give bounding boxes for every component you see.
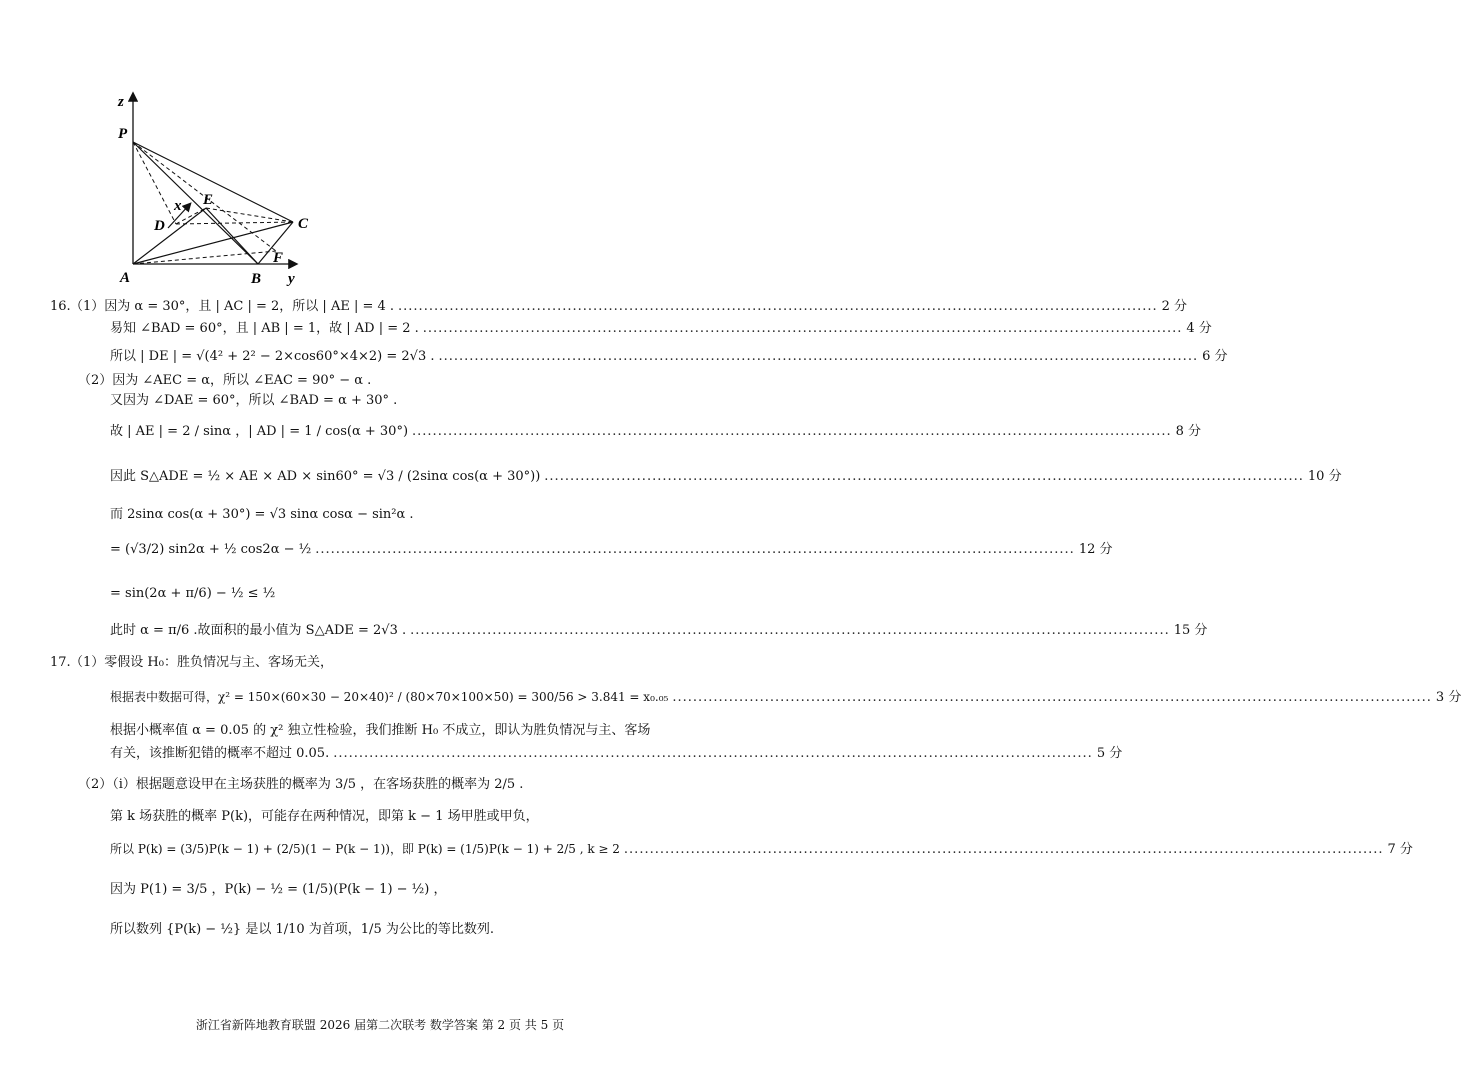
q17-part2-line4: 因为 P(1) = 3/5 ，P(k) − ½ = (1/5)(P(k − 1) − ½) ， xyxy=(110,882,447,897)
label-P: P xyxy=(118,126,128,142)
q17-part1-line1: （1）零假设 H₀：胜负情况与主、客场无关， xyxy=(70,655,333,670)
q16-part1-line2 xyxy=(110,320,1212,338)
q16-part2-line5: 而 2sinα cos(α + 30°) = √3 sinα cosα − sin²α . xyxy=(110,507,414,522)
q17-part1-line3: 根据小概率值 α = 0.05 的 χ² 独立性检验，我们推断 H₀ 不成立，即认为胜负情况与主、客场 xyxy=(110,723,651,738)
q16-p2-l3-text: 故 | AE | = 2 / sinα ，| AD | = 1 / cos(α + 30°) xyxy=(110,424,409,439)
q16-part1-line3 xyxy=(110,348,1228,366)
label-D: D xyxy=(154,218,165,234)
q16-number: 16. xyxy=(50,299,71,314)
q16-part2-line2: 又因为 ∠DAE = 60°，所以 ∠BAD = α + 30° . xyxy=(110,393,398,408)
q17-part2-line5: 所以数列 {P(k) − ½} 是以 1/10 为首项，1/5 为公比的等比数列. xyxy=(110,922,494,937)
label-B: B xyxy=(251,271,262,287)
label-y: y xyxy=(288,271,295,287)
q17-part1-line2 xyxy=(110,688,1461,707)
leader-dots: .................................................................................................................................................... xyxy=(315,542,1075,557)
q17-part2-line2: 第 k 场获胜的概率 P(k)，可能存在两种情况，即第 k − 1 场甲胜或甲负， xyxy=(110,809,539,824)
q16-p1-l3-text: 所以 | DE | = √(4² + 2² − 2×cos60°×4×2) = 2√3 . xyxy=(110,349,435,364)
q16-p2-l6-text: = (√3/2) sin2α + ½ cos2α − ½ xyxy=(110,542,312,557)
q16-p2-l4-text: 因此 S△ADE = ½ × AE × AD × sin60° = √3 / (2sinα cos(α + 30°)) xyxy=(110,469,541,484)
q17-part2-line1: （2）（i）根据题意设甲在主场获胜的概率为 3/5 ，在客场获胜的概率为 2/5 . xyxy=(78,777,524,792)
score-15: 15 分 xyxy=(1173,623,1208,638)
q17-part2-line3 xyxy=(110,840,1413,859)
q17-part1-line4 xyxy=(110,745,1123,763)
q16-p1-l1-text: （1）因为 α = 30°，且 | AC | = 2，所以 | AE | = 4 . xyxy=(70,299,395,314)
score-2: 2 分 xyxy=(1161,299,1188,314)
score-3: 3 分 xyxy=(1435,690,1461,705)
score-6: 6 分 xyxy=(1202,349,1228,364)
label-C: C xyxy=(298,216,309,232)
q16-part2-line6 xyxy=(110,541,1113,559)
q17-number: 17. xyxy=(50,655,71,670)
label-F: F xyxy=(273,250,284,266)
q17-p1-l2-text: 根据表中数据可得，χ² = 150×(60×30 − 20×40)² / (80×70×100×50) = 300/56 > 3.841 = x₀.₀₅ xyxy=(110,690,669,704)
q17-p2-l3-text: 所以 P(k) = (3/5)P(k − 1) + (2/5)(1 − P(k − 1))，即 P(k) = (1/5)P(k − 1) + 2/5 , k ≥ 2 xyxy=(110,842,620,856)
geometry-figure xyxy=(108,86,328,291)
q16-part2-line4 xyxy=(110,468,1342,486)
leader-dots: .................................................................................................................................................... xyxy=(412,424,1172,439)
score-5: 5 分 xyxy=(1096,746,1123,761)
q16-part2-line8 xyxy=(110,622,1208,640)
label-E: E xyxy=(203,192,214,208)
leader-dots: .................................................................................................................................................... xyxy=(623,842,1384,857)
leader-dots: .................................................................................................................................................... xyxy=(672,690,1432,705)
label-A: A xyxy=(120,270,131,286)
score-4: 4 分 xyxy=(1186,321,1212,336)
q16-part1-line1 xyxy=(70,298,1188,316)
q16-part2-line1: （2）因为 ∠AEC = α，所以 ∠EAC = 90° − α . xyxy=(78,373,372,388)
q16-p2-l8-text: 此时 α = π/6 .故面积的最小值为 S△ADE = 2√3 . xyxy=(110,623,407,638)
score-12: 12 分 xyxy=(1078,542,1113,557)
q17-p1-l4-text: 有关，该推断犯错的概率不超过 0.05. xyxy=(110,746,330,761)
page-footer: 浙江省新阵地教育联盟 2026 届第二次联考 数学答案 第 2 页 共 5 页 xyxy=(195,1018,565,1032)
label-x: x xyxy=(174,198,182,214)
label-z: z xyxy=(118,94,124,110)
q16-part2-line3 xyxy=(110,423,1202,441)
q16-p1-l2-text: 易知 ∠BAD = 60°，且 | AB | = 1，故 | AD | = 2 . xyxy=(110,321,419,336)
leader-dots: .................................................................................................................................................... xyxy=(544,469,1304,484)
score-7: 7 分 xyxy=(1387,842,1413,857)
q16-part2-line7: = sin(2α + π/6) − ½ ≤ ½ xyxy=(110,586,276,601)
leader-dots: .................................................................................................................................................... xyxy=(333,746,1093,761)
score-10: 10 分 xyxy=(1307,469,1342,484)
leader-dots: .................................................................................................................................................... xyxy=(398,299,1158,314)
score-8: 8 分 xyxy=(1175,424,1202,439)
leader-dots: .................................................................................................................................................... xyxy=(410,623,1170,638)
leader-dots: .................................................................................................................................................... xyxy=(422,321,1183,336)
leader-dots: .................................................................................................................................................... xyxy=(438,349,1199,364)
